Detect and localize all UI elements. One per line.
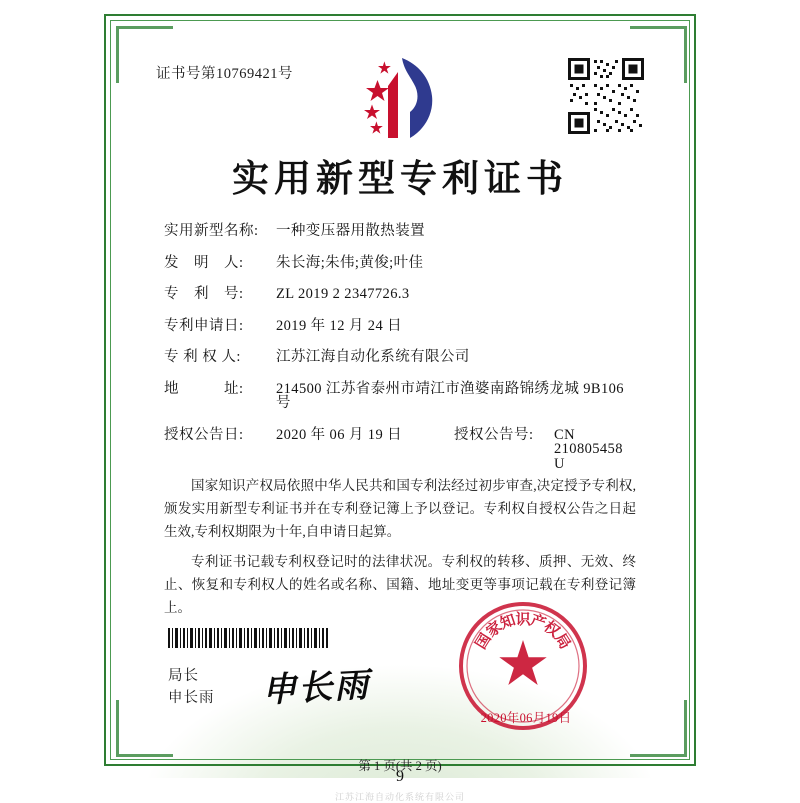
field-row-patent-number	[164, 287, 634, 302]
svg-text:国: 国	[473, 631, 495, 653]
signature-block	[168, 666, 215, 710]
field-row-inventors	[164, 256, 634, 271]
field-label: 专 利 号:	[164, 286, 244, 302]
legal-paragraph-2: 专利证书记载专利权登记时的法律状况。专利权的转移、质押、无效、终止、恢复和专利权人的姓名或名称、国籍、地址变更等事项记载在专利登记簿上。	[164, 553, 636, 616]
svg-text:知: 知	[498, 612, 518, 633]
field-value: 2019 年 12 月 24 日	[276, 317, 403, 334]
folio-number: 9	[396, 768, 404, 785]
field-value: ZL 2019 2 2347726.3	[276, 286, 410, 302]
field-value: 2020 年 06 月 19 日	[276, 426, 403, 443]
office-label: 局长	[168, 668, 199, 684]
page-footer: 第 1 页(共 2 页)	[358, 759, 442, 773]
svg-text:识: 识	[515, 612, 531, 628]
field-label: 专 利 权 人:	[164, 349, 241, 365]
field-value-secondary: CN 210805458 U	[554, 426, 623, 472]
page-title: 实用新型专利证书	[232, 159, 568, 200]
field-row-patentee	[164, 350, 634, 365]
bottom-ghost-text: 江苏江海自动化系统有限公司	[334, 792, 465, 802]
field-label: 地 址:	[164, 380, 244, 397]
qr-code-icon	[568, 58, 644, 134]
svg-text:家: 家	[483, 618, 506, 641]
certificate-number: 证书号第10769421号	[156, 66, 293, 82]
field-label-secondary: 授权公告号:	[454, 426, 534, 443]
field-label: 发 明 人:	[164, 254, 244, 271]
seal-date: 2020年06月19日	[480, 711, 572, 725]
field-row-application-date	[164, 319, 634, 334]
field-label: 专利申请日:	[164, 317, 244, 334]
field-value: 江苏江海自动化系统有限公司	[276, 349, 470, 365]
field-label: 授权公告日:	[164, 426, 244, 443]
handwritten-signature: 申长雨	[261, 667, 372, 710]
svg-text:产: 产	[528, 612, 548, 633]
signer-name: 申长雨	[168, 689, 215, 706]
svg-text:权: 权	[540, 618, 563, 641]
field-value: 一种变压器用散热装置	[276, 223, 425, 239]
field-value: 朱长海;朱伟;黄俊;叶佳	[276, 254, 424, 271]
field-row-address	[164, 382, 634, 411]
field-value: 214500 江苏省泰州市靖江市渔婆南路锦绣龙城 9B106 号	[276, 380, 624, 411]
svg-text:局: 局	[551, 631, 573, 653]
field-row-grant	[164, 428, 634, 472]
legal-paragraph-1: 国家知识产权局依照中华人民共和国专利法经过初步审查,决定授予专利权,颁发实用新型专利证书并在专利登记簿上予以登记。专利权自授权公告之日起生效,专利权期限为十年,自申请日起算。	[164, 478, 636, 540]
corner-ornament-bottom-left	[116, 700, 173, 757]
field-list	[164, 224, 634, 488]
patent-office-logo-icon	[358, 52, 450, 142]
field-row-name	[164, 224, 634, 239]
barcode-icon	[168, 628, 328, 648]
corner-ornament-bottom-right	[630, 700, 687, 757]
field-label: 实用新型名称:	[164, 223, 259, 239]
